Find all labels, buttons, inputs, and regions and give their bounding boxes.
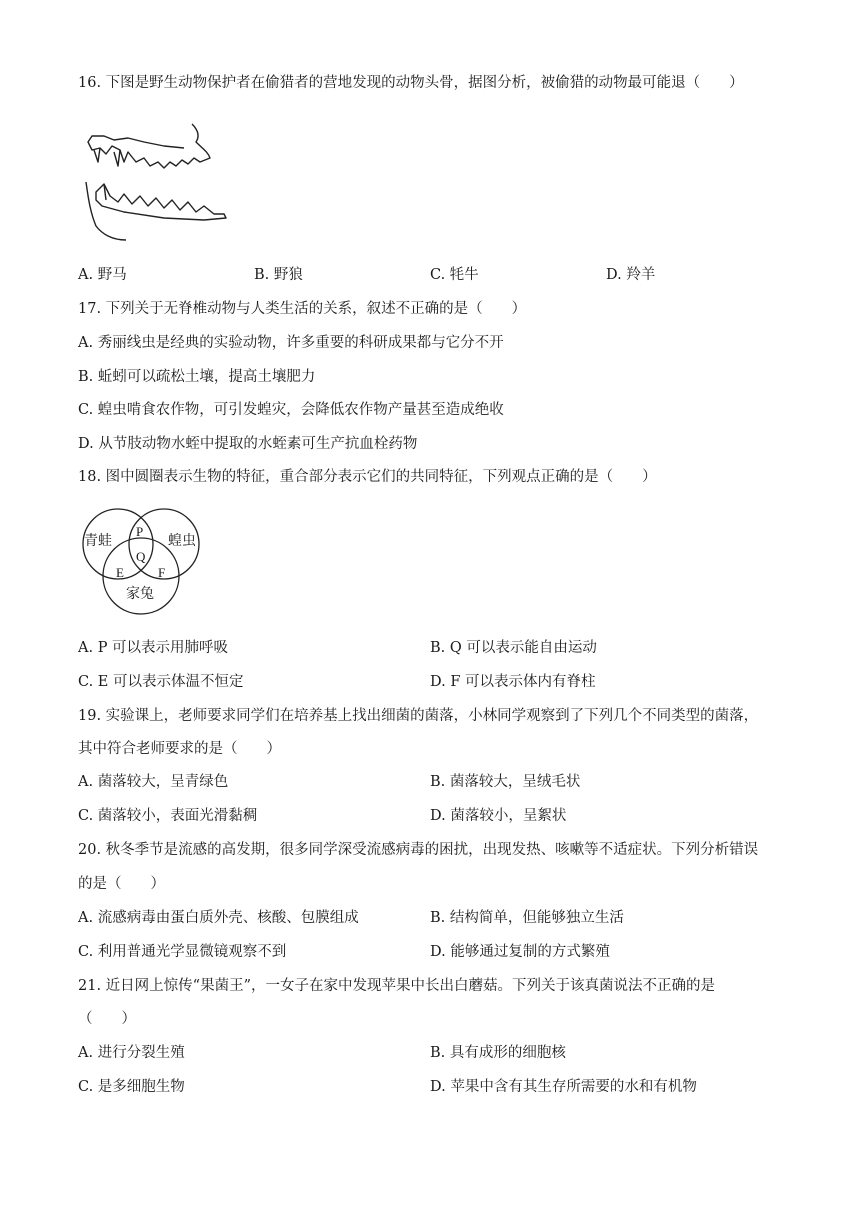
q16-option-a[interactable]: A. 野马 — [78, 267, 127, 283]
q21-option-b[interactable]: B. 具有成形的细胞核 — [430, 1045, 566, 1061]
q19-option-a[interactable]: A. 菌落较大，呈青绿色 — [78, 774, 229, 790]
q21-option-a[interactable]: A. 进行分裂生殖 — [78, 1045, 185, 1061]
q20-option-b[interactable]: B. 结构简单，但能够独立生活 — [430, 910, 624, 926]
q17-option-a[interactable]: A. 秀丽线虫是经典的实验动物，许多重要的科研成果都与它分不开 — [78, 335, 504, 351]
q21-stem-line1: 21. 近日网上惊传“果菌王”，一女子在家中发现苹果中长出白蘑菇。下列关于该真菌说法不正确的是 — [78, 978, 715, 994]
q18-option-a[interactable]: A. P 可以表示用肺呼吸 — [78, 640, 229, 656]
q17-option-b[interactable]: B. 蚯蚓可以疏松土壤，提高土壤肥力 — [78, 369, 316, 385]
q17-option-c[interactable]: C. 蝗虫啃食农作物，可引发蝗灾，会降低农作物产量甚至造成绝收 — [78, 402, 504, 418]
q18-option-c[interactable]: C. E 可以表示体温不恒定 — [78, 674, 244, 690]
q20-stem-line1: 20. 秋冬季节是流感的高发期，很多同学深受流感病毒的困扰，出现发热、咳嗽等不适症状。下列分析错误 — [78, 842, 759, 858]
q21-option-d[interactable]: D. 苹果中含有其生存所需要的水和有机物 — [430, 1079, 697, 1095]
q21-option-c[interactable]: C. 是多细胞生物 — [78, 1079, 185, 1095]
venn-region-e: E — [116, 565, 124, 580]
venn-label-locust: 蝗虫 — [168, 532, 196, 548]
q19-stem-line1: 19. 实验课上，老师要求同学们在培养基上找出细菌的菌落，小林同学观察到了下列几个不同类型的菌落， — [78, 708, 759, 724]
q20-option-d[interactable]: D. 能够通过复制的方式繁殖 — [430, 944, 610, 960]
venn-label-rabbit: 家兔 — [126, 585, 154, 601]
venn-region-q: Q — [136, 549, 146, 564]
venn-diagram — [78, 508, 208, 616]
q21-stem-line2: （ ） — [78, 1011, 136, 1027]
q16-option-b[interactable]: B. 野狼 — [254, 267, 303, 283]
q19-stem-line2: 其中符合老师要求的是（ ） — [78, 741, 281, 757]
q20-option-c[interactable]: C. 利用普通光学显微镜观察不到 — [78, 944, 287, 960]
q16-option-c[interactable]: C. 牦牛 — [430, 267, 479, 283]
q18-option-b[interactable]: B. Q 可以表示能自由运动 — [430, 640, 597, 656]
q18-option-d[interactable]: D. F 可以表示体内有脊柱 — [430, 674, 596, 690]
venn-region-p: P — [136, 524, 144, 539]
venn-label-frog: 青蛙 — [84, 532, 112, 548]
venn-region-f: F — [158, 565, 166, 580]
q19-option-c[interactable]: C. 菌落较小，表面光滑黏稠 — [78, 808, 258, 824]
skull-figure — [84, 122, 230, 242]
q16-option-d[interactable]: D. 羚羊 — [606, 267, 656, 283]
q18-stem: 18. 图中圆圈表示生物的特征，重合部分表示它们的共同特征，下列观点正确的是（ ） — [78, 469, 657, 485]
q17-option-d[interactable]: D. 从节肢动物水蛭中提取的水蛭素可生产抗血栓药物 — [78, 436, 418, 452]
q19-option-d[interactable]: D. 菌落较小，呈絮状 — [430, 808, 567, 824]
q17-stem: 17. 下列关于无脊椎动物与人类生活的关系，叙述不正确的是（ ） — [78, 301, 527, 317]
q16-stem: 16. 下图是野生动物保护者在偷猎者的营地发现的动物头骨，据图分析，被偷猎的动物最可能退（ ） — [78, 75, 744, 91]
q20-stem-line2: 的是（ ） — [78, 876, 165, 892]
q19-option-b[interactable]: B. 菌落较大，呈绒毛状 — [430, 774, 581, 790]
q20-option-a[interactable]: A. 流感病毒由蛋白质外壳、核酸、包膜组成 — [78, 910, 359, 926]
